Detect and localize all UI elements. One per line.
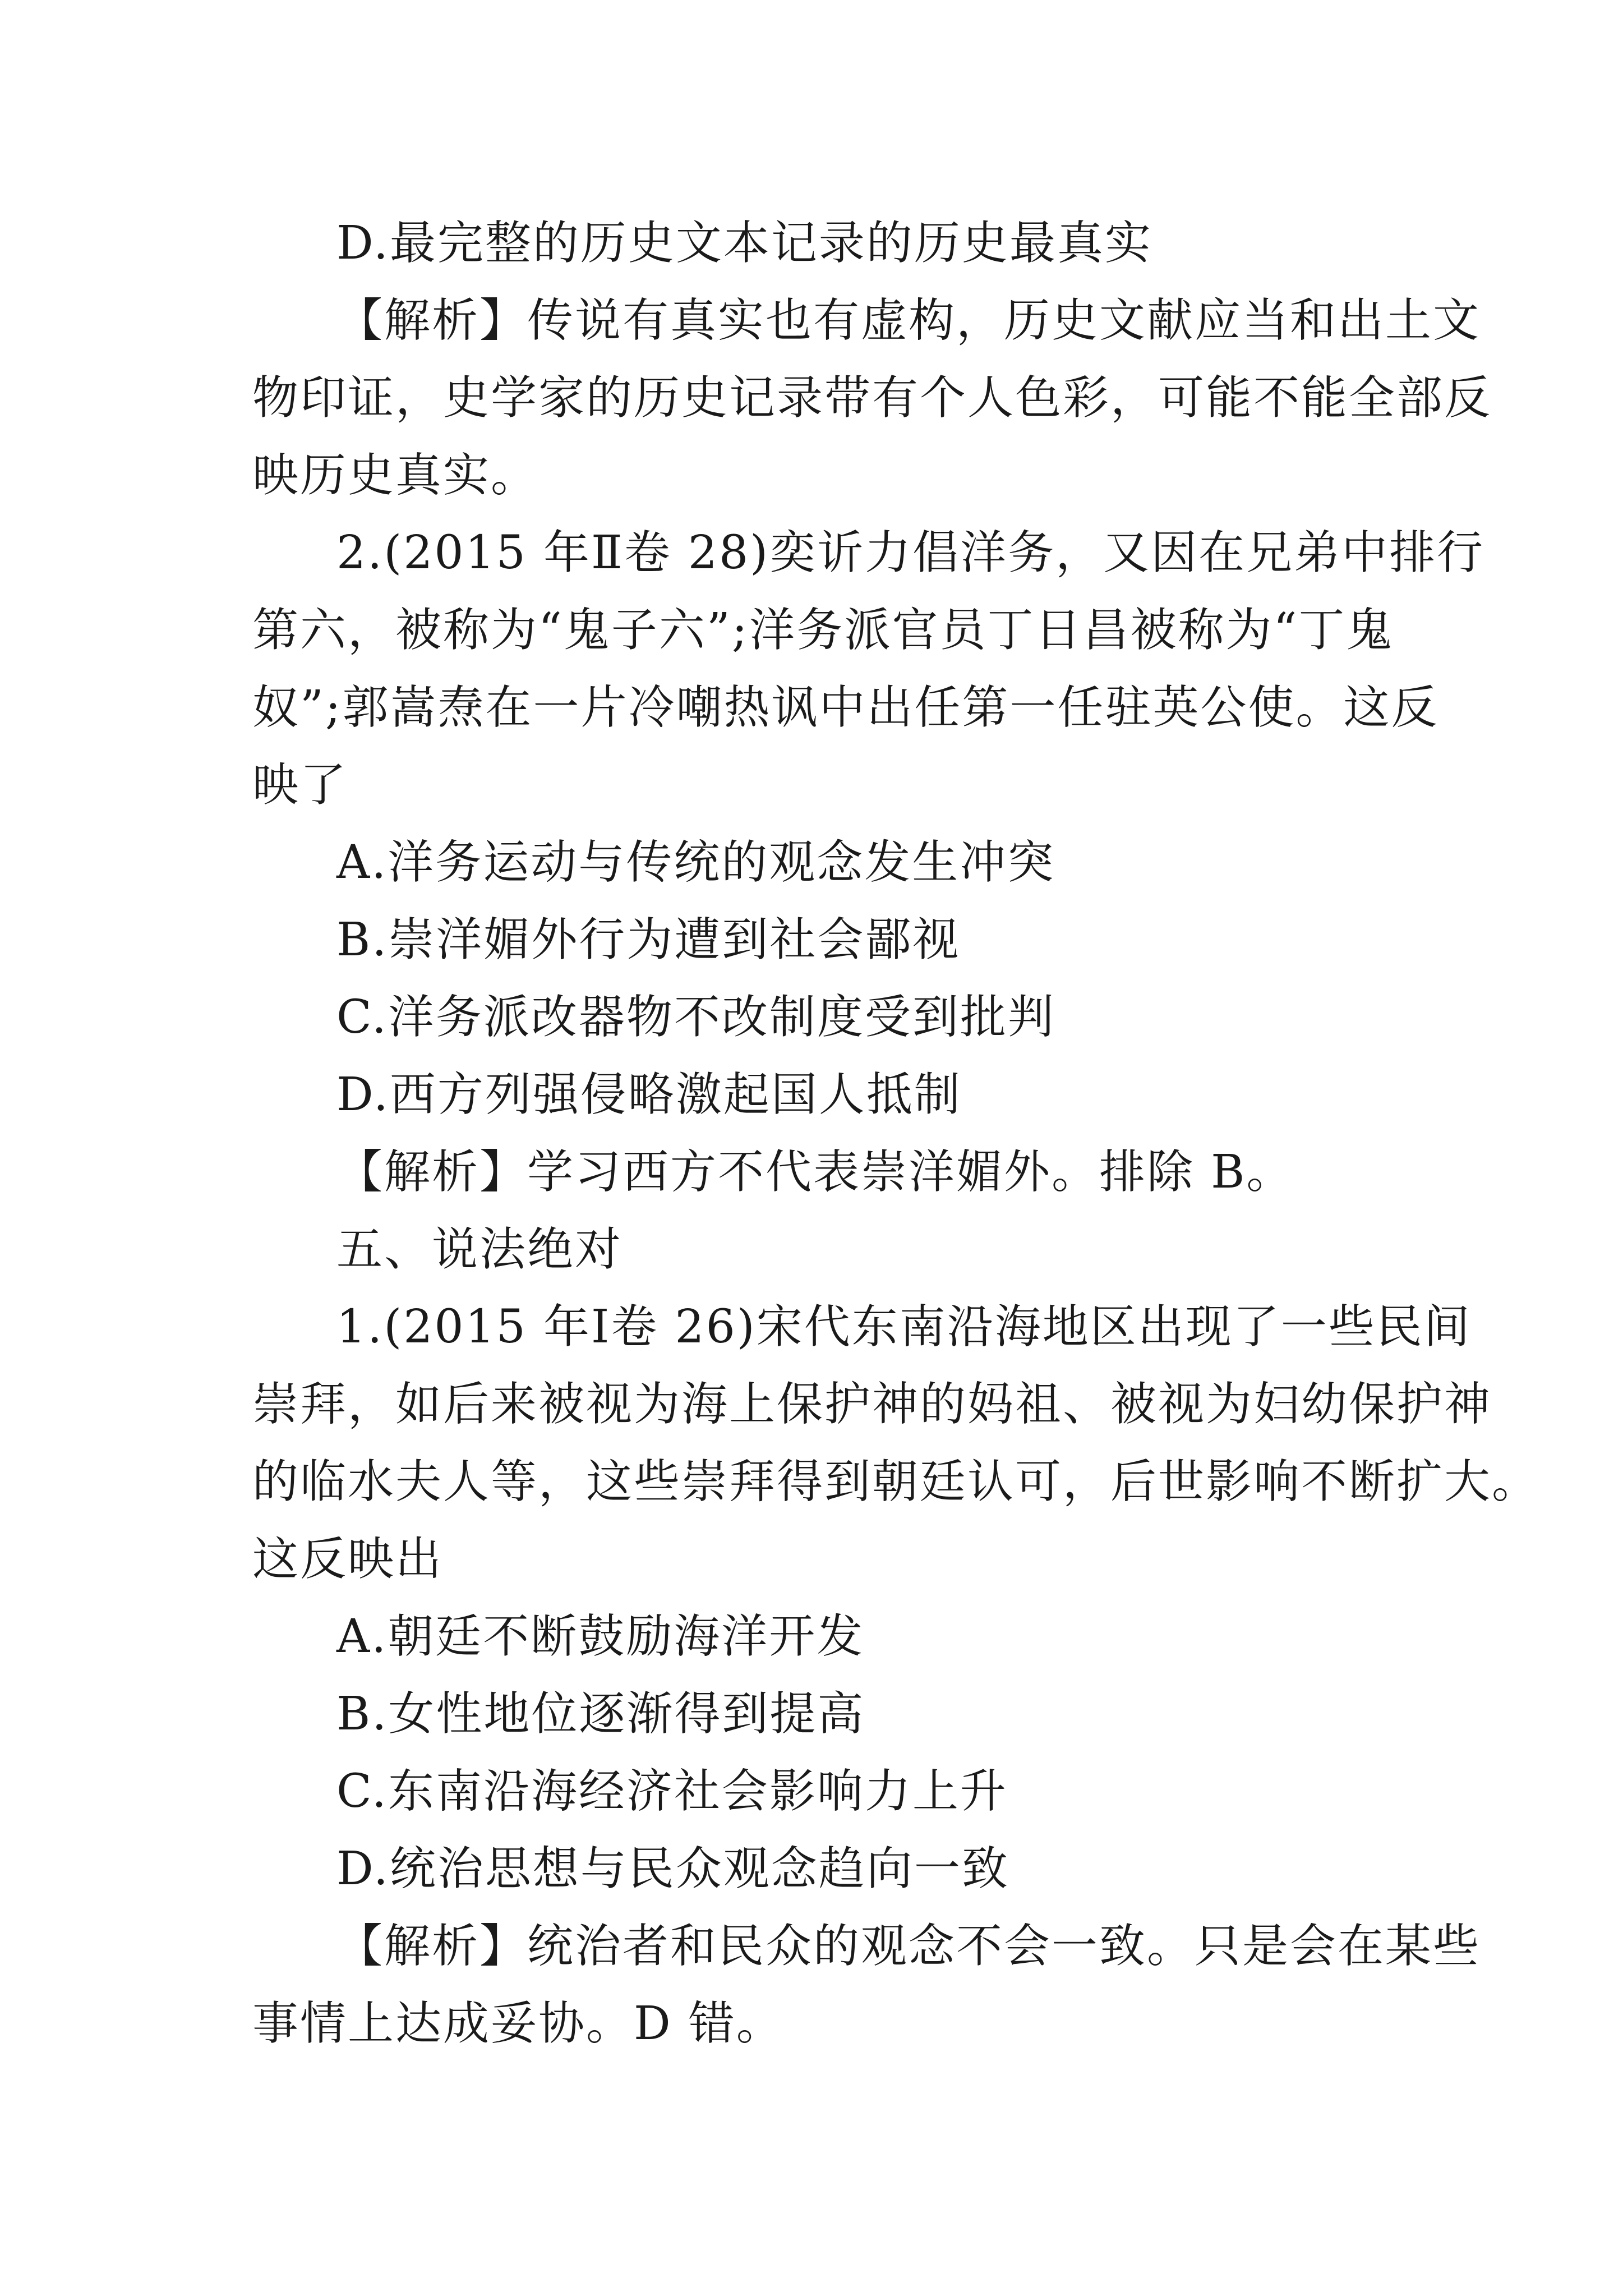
option-c-q3: C.东南沿海经济社会影响力上升: [336, 1765, 1008, 1818]
question-1-line-1: 1.(2015 年Ⅰ卷 26)宋代东南沿海地区出现了一些民间: [336, 1300, 1472, 1354]
option-a-q2: A.洋务运动与传统的观念发生冲突: [336, 836, 1055, 889]
question-1-line-2: 崇拜，如后来被视为海上保护神的妈祖、被视为妇幼保护神: [252, 1378, 1492, 1431]
analysis-q2: 【解析】学习西方不代表崇洋媚外。排除 B。: [336, 1145, 1294, 1199]
question-2-line-3: 奴”;郭嵩焘在一片冷嘲热讽中出任第一任驻英公使。这反: [252, 681, 1439, 734]
question-1-line-4: 这反映出: [252, 1533, 444, 1586]
document-body: [252, 205, 1540, 2063]
analysis-q1-line-2: 物印证，史学家的历史记录带有个人色彩，可能不能全部反: [252, 371, 1492, 425]
option-d-q1: D.最完整的历史文本记录的历史最真实: [336, 217, 1152, 270]
analysis-q1-line-1: 【解析】传说有真实也有虚构，历史文献应当和出土文: [336, 294, 1481, 347]
option-b-q2: B.崇洋媚外行为遭到社会鄙视: [336, 913, 961, 967]
option-c-q2: C.洋务派改器物不改制度受到批判: [336, 991, 1055, 1044]
option-a-q3: A.朝廷不断鼓励海洋开发: [336, 1610, 865, 1663]
option-d-q3: D.统治思想与民众观念趋向一致: [336, 1842, 1009, 1895]
question-2-line-1: 2.(2015 年Ⅱ卷 28)奕䜣力倡洋务，又因在兄弟中排行: [336, 526, 1485, 579]
section-heading-5: 五、说法绝对: [336, 1223, 623, 1276]
question-2-line-2: 第六，被称为“鬼子六”;洋务派官员丁日昌被称为“丁鬼: [252, 604, 1394, 657]
analysis-q3-line-1: 【解析】统治者和民众的观念不会一致。只是会在某些: [336, 1920, 1481, 1973]
question-1-line-3: 的临水夫人等，这些崇拜得到朝廷认可，后世影响不断扩大。: [252, 1455, 1540, 1508]
option-d-q2: D.西方列强侵略激起国人抵制: [336, 1068, 962, 1121]
analysis-q1-line-3: 映历史真实。: [252, 449, 539, 502]
analysis-q3-line-2: 事情上达成妥协。D 错。: [252, 1997, 784, 2050]
question-2-line-4: 映了: [252, 758, 348, 812]
option-b-q3: B.女性地位逐渐得到提高: [336, 1687, 865, 1741]
